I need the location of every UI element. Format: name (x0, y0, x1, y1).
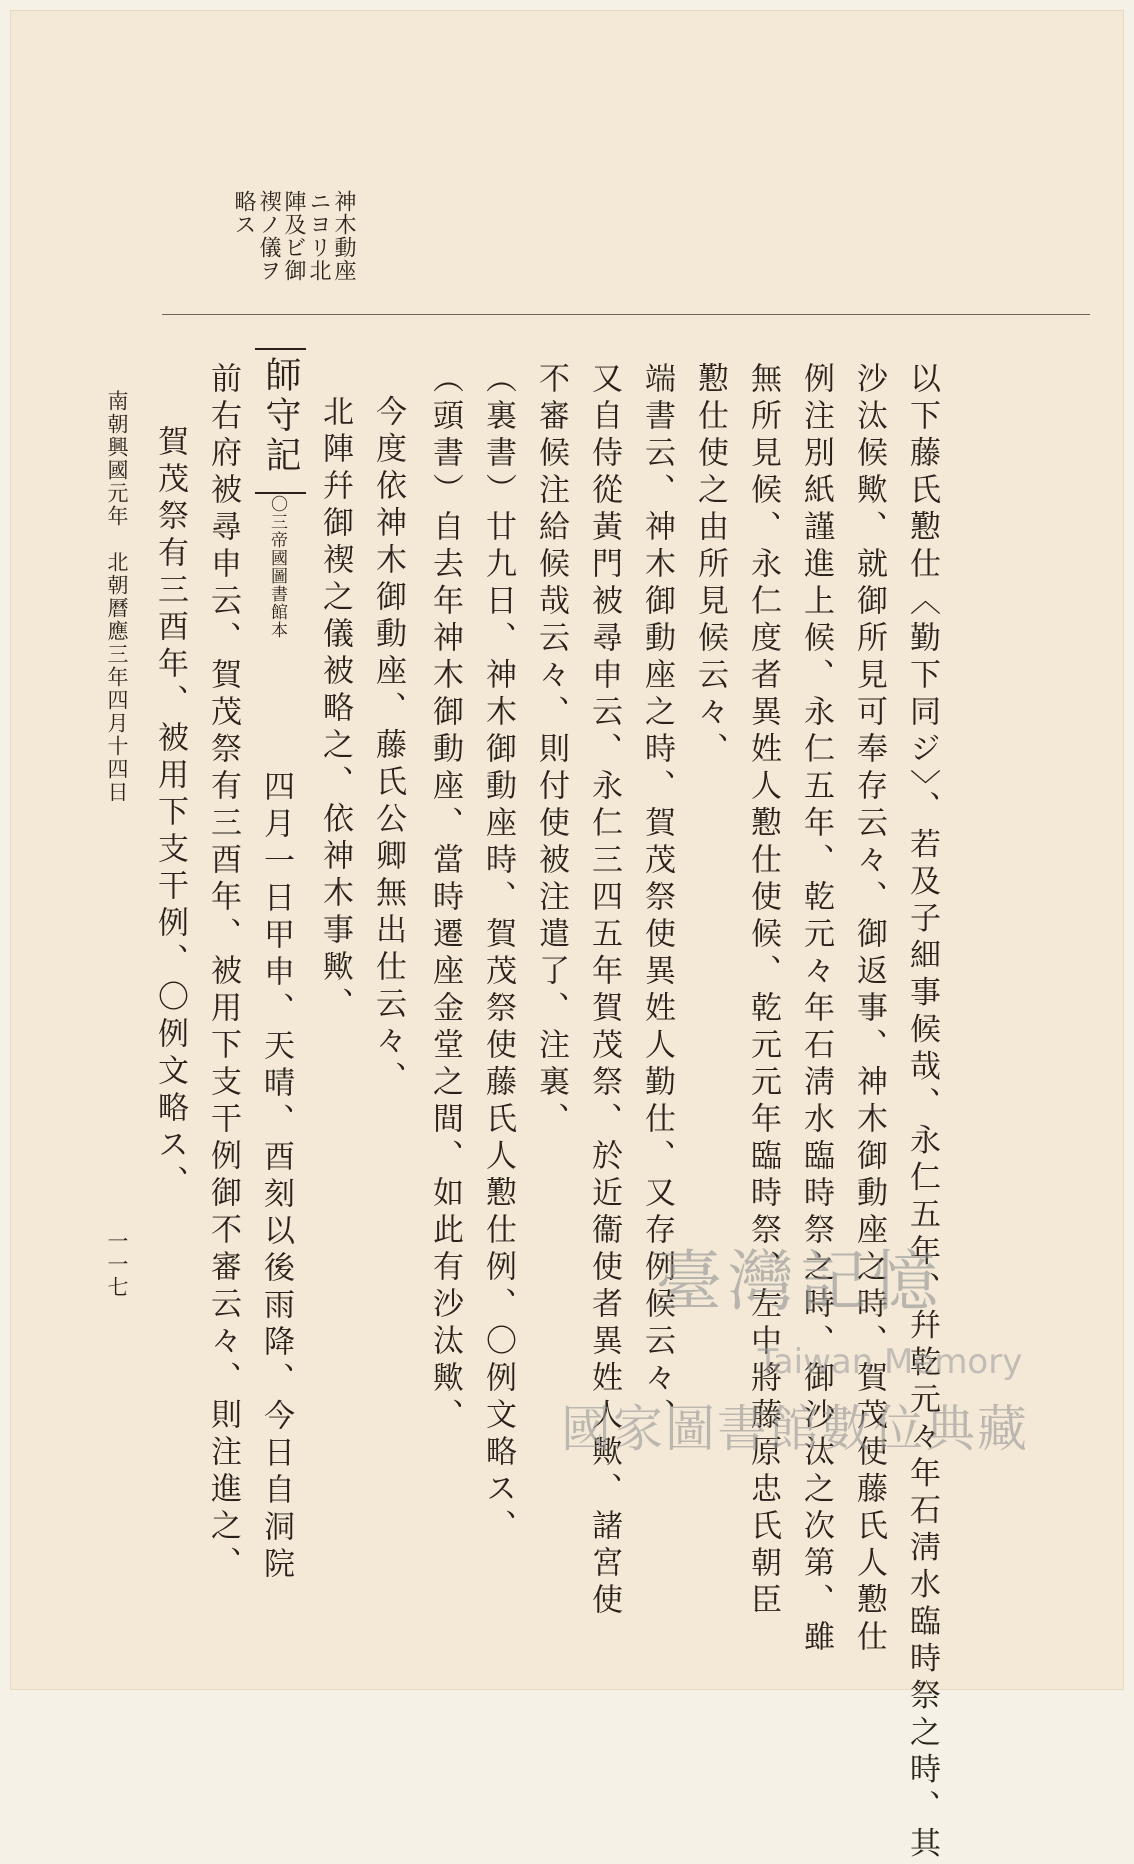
continuation-column-2: 賀茂祭有三酉年、被用下支干例、〇例文略ス、 (152, 425, 188, 1202)
body-column-6: 端書云、神木御動座之時、賀茂祭使異姓人勤仕、又存例候云々、 (639, 362, 675, 1435)
body-column-3: 例注別紙謹進上候、永仁五年、乾元々年石淸水臨時祭之時、御沙汰之次第、雖 (798, 362, 834, 1657)
body-column-4: 無所見候、永仁度者異姓人懃仕使候、乾元元年臨時祭、左中將藤原忠氏朝臣 (745, 362, 781, 1620)
watermark-english: Taiwan Memory (757, 1342, 1023, 1382)
margin-note-line-5: 略ス (231, 190, 256, 236)
continuation-column-1: 前右府被尋申云、賀茂祭有三酉年、被用下支干例御不審云々、則注進之、 (205, 362, 241, 1583)
body-column-2: 沙汰候歟、就御所見可奉存云々、御返事、神木御動座之時、賀茂使藤氏人懃仕 (851, 362, 887, 1657)
date-entry: 四月一日甲申、天晴、酉刻以後雨降、今日自洞院 (258, 770, 294, 1584)
body-column-12: 北陣幷御禊之儀被略之、依神木事歟、 (317, 395, 353, 1024)
watermark-organization: 國家圖書館數位典藏 (561, 1400, 1029, 1458)
margin-note-line-1: 神木動座 (331, 190, 356, 282)
body-column-5: 懃仕使之由所見候云々、 (692, 362, 728, 769)
margin-note-line-4: 禊ノ儀ヲ (256, 190, 281, 282)
source-note: 〇三帝國圖書館本 (267, 495, 287, 639)
watermark-calligraphy: 臺灣記憶 (656, 1242, 944, 1320)
body-column-9: （裏書）廿九日、神木御動座時、賀茂祭使藤氏人懃仕例、〇例文略ス、 (480, 362, 516, 1546)
body-column-8: 不審候注給候哉云々、則付使被注遣了、注裏、 (533, 362, 569, 1139)
body-column-11: 今度依神木御動座、藤氏公卿無出仕云々、 (370, 395, 406, 1098)
document-page (10, 10, 1124, 1864)
body-column-1: 以下藤氏懃仕〈勤下同ジ〉、若及子細事候哉、永仁五年、幷乾元々年石淸水臨時祭之時、其 (904, 362, 940, 1864)
page-number: 一一七 (105, 1230, 129, 1299)
body-column-10: （頭書）自去年神木御動座、當時遷座金堂之間、如此有沙汰歟、 (427, 362, 463, 1435)
body-column-7: 又自侍從黃門被尋申云、永仁三四五年賀茂祭、於近衞使者異姓人歟、諸宮使 (586, 362, 622, 1620)
header-rule (162, 314, 1090, 315)
margin-note-line-3: 陣及ビ御 (281, 190, 306, 282)
margin-note-line-2: ニヨリ北 (306, 190, 331, 282)
running-header: 南朝興國元年 北朝曆應三年四月十四日 (105, 390, 129, 804)
source-title: 師守記 (255, 348, 306, 494)
